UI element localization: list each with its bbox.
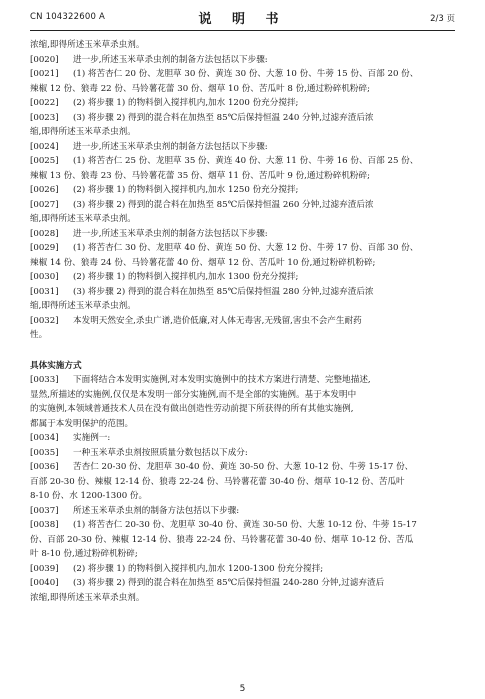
paragraph-line [30, 140, 455, 155]
continuation-line [30, 82, 455, 97]
continuation-line [30, 125, 455, 140]
page-info: 2/3 页 [430, 14, 455, 24]
continuation-line [30, 533, 455, 548]
patent-number: CN 104322600 A [30, 12, 105, 22]
line-text: 缩,即得所述玉米草杀虫剂。 [30, 214, 136, 224]
line-text: 性。 [30, 330, 48, 340]
paragraph-number: [0038] [30, 520, 59, 530]
paragraph-number: [0034] [30, 433, 59, 443]
paragraph-line [30, 227, 455, 242]
continuation-line [30, 212, 455, 227]
paragraph-line [30, 67, 455, 82]
line-text: (2) 将步骤 1) 的物料倒入搅拌机内,加水 1200 份充分搅拌; [73, 98, 299, 108]
line-text: 本发明天然安全,杀虫广谱,造价低廉,对人体无毒害,无残留,害虫不会产生耐药 [73, 315, 362, 326]
line-text: (1) 将苦杏仁 20-30 份、龙胆草 30-40 份、黄连 30-50 份、大葱 10-12 份、牛蒡 15-17 [73, 520, 417, 530]
paragraph-number: [0029] [30, 243, 59, 253]
line-text: (1) 将苦杏仁 20 份、龙胆草 30 份、黄连 30 份、大葱 10 份、牛蒡 15 份、百部 20 份、 [73, 69, 419, 79]
paragraph-line [30, 154, 455, 169]
paragraph-number: [0032] [30, 315, 59, 326]
continuation-line [30, 256, 455, 271]
document-body [30, 38, 455, 605]
continuation-line [30, 591, 455, 606]
continuation-line [30, 417, 455, 432]
document-title: 说 明 书 [198, 12, 287, 27]
paragraph-number: [0022] [30, 98, 59, 108]
continuation-line [30, 547, 455, 562]
line-text: (3) 将步骤 2) 得到的混合料在加热至 85℃后保持恒温 260 分钟,过滤弃渣后浓 [73, 199, 374, 210]
paragraph-line [30, 111, 455, 126]
line-text: (2) 将步骤 1) 的物料倒入搅拌机内,加水 1300 份充分搅拌; [73, 272, 299, 282]
line-text: (1) 将苦杏仁 25 份、龙胆草 35 份、黄连 40 份、大葱 11 份、牛蒡 16 份、百部 25 份、 [73, 156, 419, 166]
line-text: (3) 将步骤 2) 得到的混合料在加热至 85℃后保持恒温 240-280 分钟,过滤弃渣后 [73, 578, 385, 588]
line-text: 进一步,所述玉米草杀虫剂的制备方法包括以下步骤: [73, 228, 268, 239]
continuation-line [30, 299, 455, 314]
line-text: 缩,即得所述玉米草杀虫剂。 [30, 301, 136, 311]
paragraph-line [30, 446, 455, 461]
paragraph-number: [0036] [30, 462, 59, 472]
line-text: 一种玉米草杀虫剂按照质量分数包括以下成分: [73, 447, 248, 458]
paragraph-number: [0025] [30, 156, 59, 166]
paragraph-line [30, 460, 455, 475]
paragraph-number: [0023] [30, 112, 59, 123]
paragraph-number: [0020] [30, 54, 59, 65]
paragraph-line [30, 183, 455, 198]
paragraph-number: [0028] [30, 228, 59, 239]
line-text: (2) 将步骤 1) 的物料倒入搅拌机内,加水 1250 份充分搅拌; [73, 185, 299, 195]
line-text: 百部 20-30 份、辣椒 12-14 份、狼毒 22-24 份、马铃薯花蕾 30-40 份、烟草 10-12 份、苦瓜叶 [30, 476, 405, 487]
section-heading: 具体实施方式 [30, 360, 82, 371]
line-text: 显然,所描述的实施例,仅仅是本发明一部分实施例,而不是全部的实施例。基于本发明中 [30, 389, 357, 400]
paragraph-number: [0040] [30, 578, 59, 588]
paragraph-number: [0021] [30, 69, 59, 79]
paragraph-line [30, 431, 455, 446]
page-number: 5 [239, 684, 246, 694]
paragraph-number: [0027] [30, 199, 59, 210]
continuation-line [30, 38, 455, 53]
paragraph-number: [0026] [30, 185, 59, 195]
line-text: 浓缩,即得所述玉米草杀虫剂。 [30, 592, 145, 603]
line-text: 所述玉米草杀虫剂的制备方法包括以下步骤: [73, 505, 240, 516]
paragraph-number: [0024] [30, 141, 59, 152]
paragraph-line [30, 96, 455, 111]
line-text: (1) 将苦杏仁 30 份、龙胆草 40 份、黄连 50 份、大葱 12 份、牛蒡 17 份、百部 30 份、 [73, 243, 419, 253]
paragraph-line [30, 53, 455, 68]
continuation-line [30, 402, 455, 417]
paragraph-line [30, 241, 455, 256]
line-text: 辣椒 12 份、狼毒 22 份、马铃薯花蕾 30 份、烟草 10 份、苦瓜叶 8 份,通过粉碎机粉碎; [30, 83, 370, 94]
continuation-line [30, 169, 455, 184]
line-text: 实施例一: [73, 433, 111, 443]
paragraph-line [30, 576, 455, 591]
paragraph-line [30, 314, 455, 329]
paragraph-number: [0031] [30, 286, 59, 297]
page-header [30, 8, 455, 31]
paragraph-line [30, 504, 455, 519]
line-text: 浓缩,即得所述玉米草杀虫剂。 [30, 40, 145, 50]
line-text: (3) 将步骤 2) 得到的混合料在加热至 85℃后保持恒温 240 分钟,过滤弃渣后浓 [73, 112, 374, 123]
line-text: 的实施例,本领域普通技术人员在没有做出创造性劳动前提下所获得的所有其他实施例, [30, 404, 354, 414]
line-text: 辣椒 13 份、狼毒 23 份、马铃薯花蕾 35 份、烟草 11 份、苦瓜叶 9 份,通过粉碎机粉碎; [30, 170, 370, 181]
paragraph-line [30, 373, 455, 388]
continuation-line [30, 388, 455, 403]
line-text: 叶 8-10 份,通过粉碎机粉碎; [30, 549, 138, 559]
paragraph-line [30, 270, 455, 285]
line-text: 辣椒 14 份、狼毒 24 份、马铃薯花蕾 40 份、烟草 12 份、苦瓜叶 10 份,通过粉碎机粉碎; [30, 257, 376, 268]
continuation-line [30, 328, 455, 343]
line-text: 8-10 份、水 1200-1300 份。 [30, 491, 148, 501]
line-text: 下面将结合本发明实施例,对本发明实施例中的技术方案进行清楚、完整地描述, [73, 375, 371, 385]
line-text: 份、百部 20-30 份、辣椒 12-14 份、狼毒 22-24 份、马铃薯花蕾 30-40 份、烟草 10-12 份、苦瓜 [30, 534, 414, 545]
line-text: (2) 将步骤 1) 的物料倒入搅拌机内,加水 1200-1300 份充分搅拌; [73, 563, 324, 574]
continuation-line [30, 489, 455, 504]
paragraph-number: [0030] [30, 272, 59, 282]
paragraph-number: [0039] [30, 563, 59, 574]
line-text: 进一步,所述玉米草杀虫剂的制备方法包括以下步骤: [73, 141, 268, 152]
paragraph-line [30, 562, 455, 577]
line-text: 苦杏仁 20-30 份、龙胆草 30-40 份、黄连 30-50 份、大葱 10-12 份、牛蒡 15-17 份、 [73, 462, 414, 472]
line-text: (3) 将步骤 2) 得到的混合料在加热至 85℃后保持恒温 280 分钟,过滤弃渣后浓 [73, 286, 374, 297]
line-text: 缩,即得所述玉米草杀虫剂。 [30, 127, 136, 137]
line-text: 都属于本发明保护的范围。 [30, 418, 134, 429]
continuation-line [30, 475, 455, 490]
paragraph-number: [0035] [30, 447, 59, 458]
paragraph-line [30, 285, 455, 300]
line-text: 进一步,所述玉米草杀虫剂的制备方法包括以下步骤: [73, 54, 268, 65]
section-gap [30, 343, 455, 359]
paragraph-line [30, 518, 455, 533]
paragraph-line [30, 198, 455, 213]
paragraph-number: [0037] [30, 505, 59, 516]
paragraph-number: [0033] [30, 375, 59, 385]
